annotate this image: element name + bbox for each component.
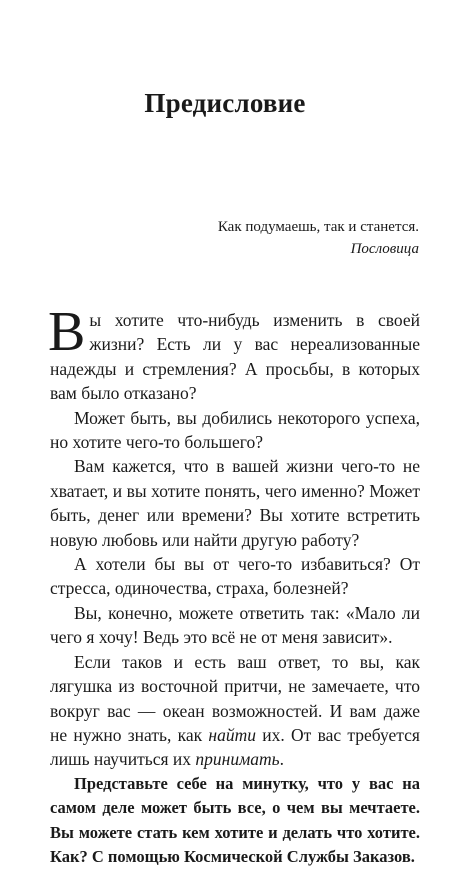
emphasis-find: найти [208,724,256,745]
emphasis-accept: принимать [195,749,280,770]
paragraph-4: А хотели бы вы от чего-то избавиться? От стресса, одиночества, страха, болезней? [50,554,420,599]
epigraph [218,216,419,260]
paragraph-5: Вы, конечно, можете ответить так: «Мало ли чего я хочу! Ведь это всё не от меня зависит». [50,602,420,648]
epigraph-text: Как подумаешь, так и станется. [217,219,419,235]
paragraph-6-part-2: их. От вас требуется лишь научиться их [50,724,420,770]
epigraph-source: Пословица [350,241,419,257]
paragraph-1-text: ы хотите что-нибудь изменить в своей жизни? Есть ли у вас нереализованные надежды и стремления? А просьбы, в которых вам было отказано? [50,310,420,404]
chapter-title: Предисловие [144,88,306,118]
body-text [48,301,420,869]
paragraph-3: Вам кажется, что в вашей жизни чего-то не хватает, и вы хотите понять, чего именно? Может быть, денег или времени? Вы хотите встретить новую любовь или найти другую работу? [50,456,420,550]
paragraph-1 [48,301,420,406]
paragraph-7-bold: Представьте себе на минутку, что у вас на самом деле может быть все, о чем вы мечтаете. Вы можете стать кем хотите и делать что хотите. Как? С помощью Космической Службы Заказов. [50,773,420,866]
paragraph-2: Может быть, вы добились некоторого успеха, но хотите чего-то большего? [50,407,420,453]
paragraph-6-part-1: Если таков и есть ваш ответ, то вы, как лягушка из восточной притчи, не замечаете, что вокруг вас — океан возможностей. И вам даже не нужно знать, как [50,651,420,745]
drop-cap: В [48,301,86,363]
paragraph-6 [50,650,420,772]
paragraph-6-part-3: . [279,749,284,770]
